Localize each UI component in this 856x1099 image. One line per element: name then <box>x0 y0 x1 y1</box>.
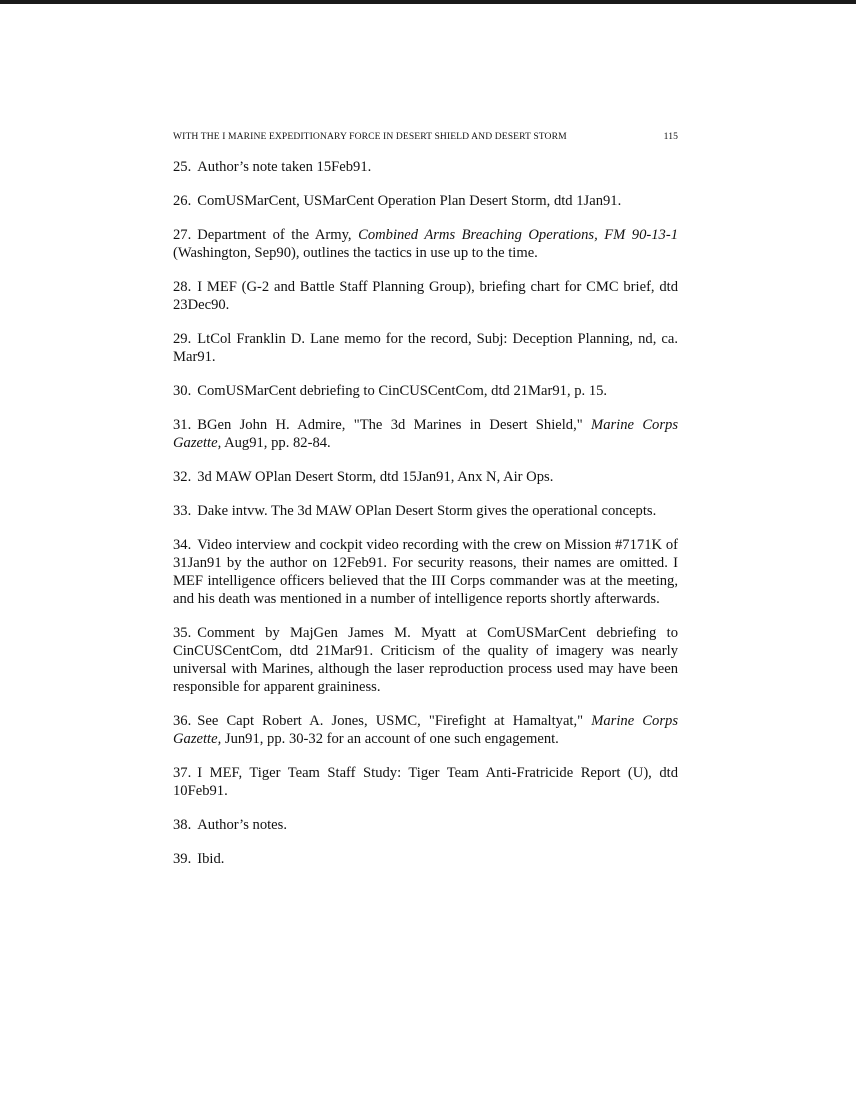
endnote-text: LtCol Franklin D. Lane memo for the record, Subj: Deception Planning, nd, ca. Mar91. <box>173 331 678 365</box>
endnote-32 <box>173 468 678 486</box>
endnote-italic-title: Marine Corps Gazette, <box>173 713 678 747</box>
endnote-33 <box>173 502 678 520</box>
endnote-number: 35. <box>173 625 192 641</box>
endnote-text-cont: (Washington, Sep90), outlines the tactics in use up to the time. <box>173 245 538 261</box>
scan-top-edge <box>0 0 856 4</box>
endnote-text: Ibid. <box>197 851 225 867</box>
endnote-number: 37. <box>173 765 192 781</box>
endnote-text: ComUSMarCent debriefing to CinCUSCentCom, dtd 21Mar91, p. 15. <box>197 383 608 399</box>
endnote-26 <box>173 192 678 210</box>
endnote-text: See Capt Robert A. Jones, USMC, "Firefight at Hamaltyat," <box>197 713 584 729</box>
endnote-29 <box>173 330 678 366</box>
endnote-text: Video interview and cockpit video recording with the crew on Mission #7171K of 31Jan91 by the author on 12Feb91. For security reasons, their names are omitted. I MEF intelligence officers believed that the III Corps commander was at the meeting, and his death was mentioned in a number of intelligence reports shortly afterwards. <box>173 537 678 607</box>
endnote-text: Author’s notes. <box>197 817 287 833</box>
endnote-35 <box>173 624 678 696</box>
endnote-text-cont: Jun91, pp. 30-32 for an account of one such engagement. <box>224 731 559 747</box>
endnote-number: 32. <box>173 469 192 485</box>
endnote-number: 31. <box>173 417 192 433</box>
endnote-number: 34. <box>173 537 192 553</box>
endnote-27 <box>173 226 678 262</box>
endnote-italic-title: Combined Arms Breaching Operations, FM 90-13-1 <box>358 227 678 243</box>
endnotes-list <box>173 158 678 884</box>
endnote-text-cont: Aug91, pp. 82-84. <box>224 435 331 451</box>
endnote-number: 26. <box>173 193 192 209</box>
endnote-text: I MEF (G-2 and Battle Staff Planning Group), briefing chart for CMC brief, dtd 23Dec90. <box>173 279 678 313</box>
running-header <box>173 131 678 142</box>
endnote-text: Comment by MajGen James M. Myatt at ComUSMarCent debriefing to CinCUSCentCom, dtd 21Mar91. Criticism of the quality of imagery was nearly universal with Marines, although the laser reproduction process used may have been responsible for apparent graininess. <box>173 625 678 695</box>
endnote-number: 33. <box>173 503 192 519</box>
endnote-number: 39. <box>173 851 192 867</box>
endnote-text: Author’s note taken 15Feb91. <box>197 159 372 175</box>
endnote-text: ComUSMarCent, USMarCent Operation Plan Desert Storm, dtd 1Jan91. <box>197 193 622 209</box>
endnote-number: 25. <box>173 159 192 175</box>
endnote-number: 38. <box>173 817 192 833</box>
endnote-number: 36. <box>173 713 192 729</box>
endnote-number: 28. <box>173 279 192 295</box>
endnote-28 <box>173 278 678 314</box>
endnote-text: BGen John H. Admire, "The 3d Marines in Desert Shield," <box>197 417 583 433</box>
endnote-text: Dake intvw. The 3d MAW OPlan Desert Storm gives the operational concepts. <box>197 503 657 519</box>
endnote-39 <box>173 850 678 868</box>
running-title: WITH THE I MARINE EXPEDITIONARY FORCE IN DESERT SHIELD AND DESERT STORM <box>173 131 567 142</box>
page-number: 115 <box>663 131 678 142</box>
endnote-text: Department of the Army, <box>197 227 352 243</box>
endnote-italic-title: Marine Corps Gazette, <box>173 417 679 451</box>
endnote-number: 30. <box>173 383 192 399</box>
endnote-34 <box>173 536 678 608</box>
endnote-37 <box>173 764 678 800</box>
endnote-36 <box>173 712 678 748</box>
endnote-30 <box>173 382 678 400</box>
endnote-38 <box>173 816 678 834</box>
endnote-31 <box>173 416 678 452</box>
endnote-number: 27. <box>173 227 192 243</box>
endnote-number: 29. <box>173 331 192 347</box>
endnote-text: 3d MAW OPlan Desert Storm, dtd 15Jan91, Anx N, Air Ops. <box>197 469 554 485</box>
endnote-25 <box>173 158 678 176</box>
endnote-text: I MEF, Tiger Team Staff Study: Tiger Team Anti-Fratricide Report (U), dtd 10Feb91. <box>173 765 678 799</box>
